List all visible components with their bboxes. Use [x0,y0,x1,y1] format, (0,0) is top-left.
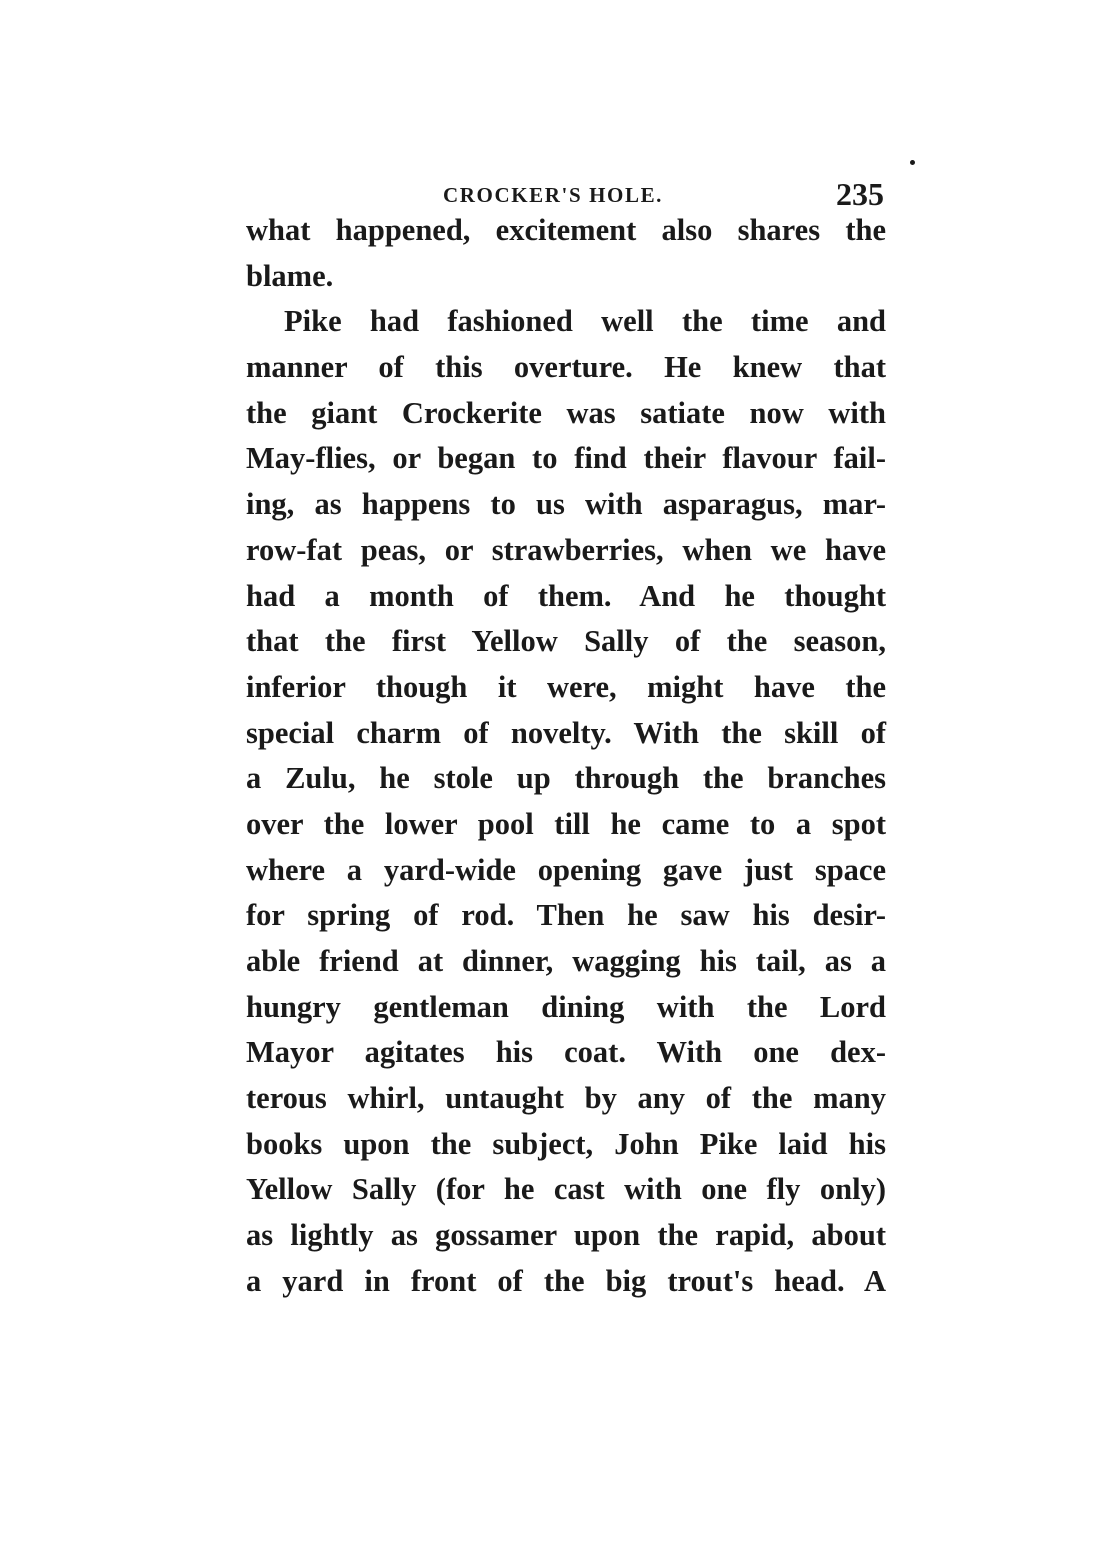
text-line: books upon the subject, John Pike laid his [246,1126,886,1161]
body-text [246,208,886,1305]
running-head: CROCKER'S HOLE. [443,183,664,207]
text-line: Yellow Sally (for he cast with one fly only) [246,1172,886,1207]
text-line: as lightly as gossamer upon the rapid, about [246,1218,886,1253]
text-line: manner of this overture. He knew that [246,350,886,385]
text-line: where a yard-wide opening gave just space [246,852,886,887]
text-line: had a month of them. And he thought [246,578,886,613]
text-line: terous whirl, untaught by any of the many [246,1081,886,1116]
text-line: the giant Crockerite was satiate now with [246,395,886,430]
text-line: a yard in front of the big trout's head. A [246,1263,886,1298]
text-line: able friend at dinner, wagging his tail, as a [246,944,886,978]
text-line: Mayor agitates his coat. With one dex- [246,1035,886,1070]
text-line: hungry gentleman dining with the Lord [246,989,886,1024]
text-line: what happened, excitement also shares the [246,213,886,247]
text-line: a Zulu, he stole up through the branches [246,761,886,796]
text-line: May-flies, or began to find their flavour fail- [246,441,886,476]
text-line: special charm of novelty. With the skill of [246,715,886,750]
print-speck [910,160,915,165]
text-line: for spring of rod. Then he saw his desir- [246,898,886,933]
text-line: over the lower pool till he came to a spot [246,806,886,841]
text-line: row-fat peas, or strawberries, when we have [246,532,886,567]
text-line: that the first Yellow Sally of the season, [246,624,886,659]
page-number: 235 [836,176,884,212]
text-line: ing, as happens to us with asparagus, mar- [246,487,886,522]
text-line: Pike had fashioned well the time and [284,304,886,339]
text-line: inferior though it were, might have the [246,669,886,704]
text-line: blame. [246,258,334,293]
